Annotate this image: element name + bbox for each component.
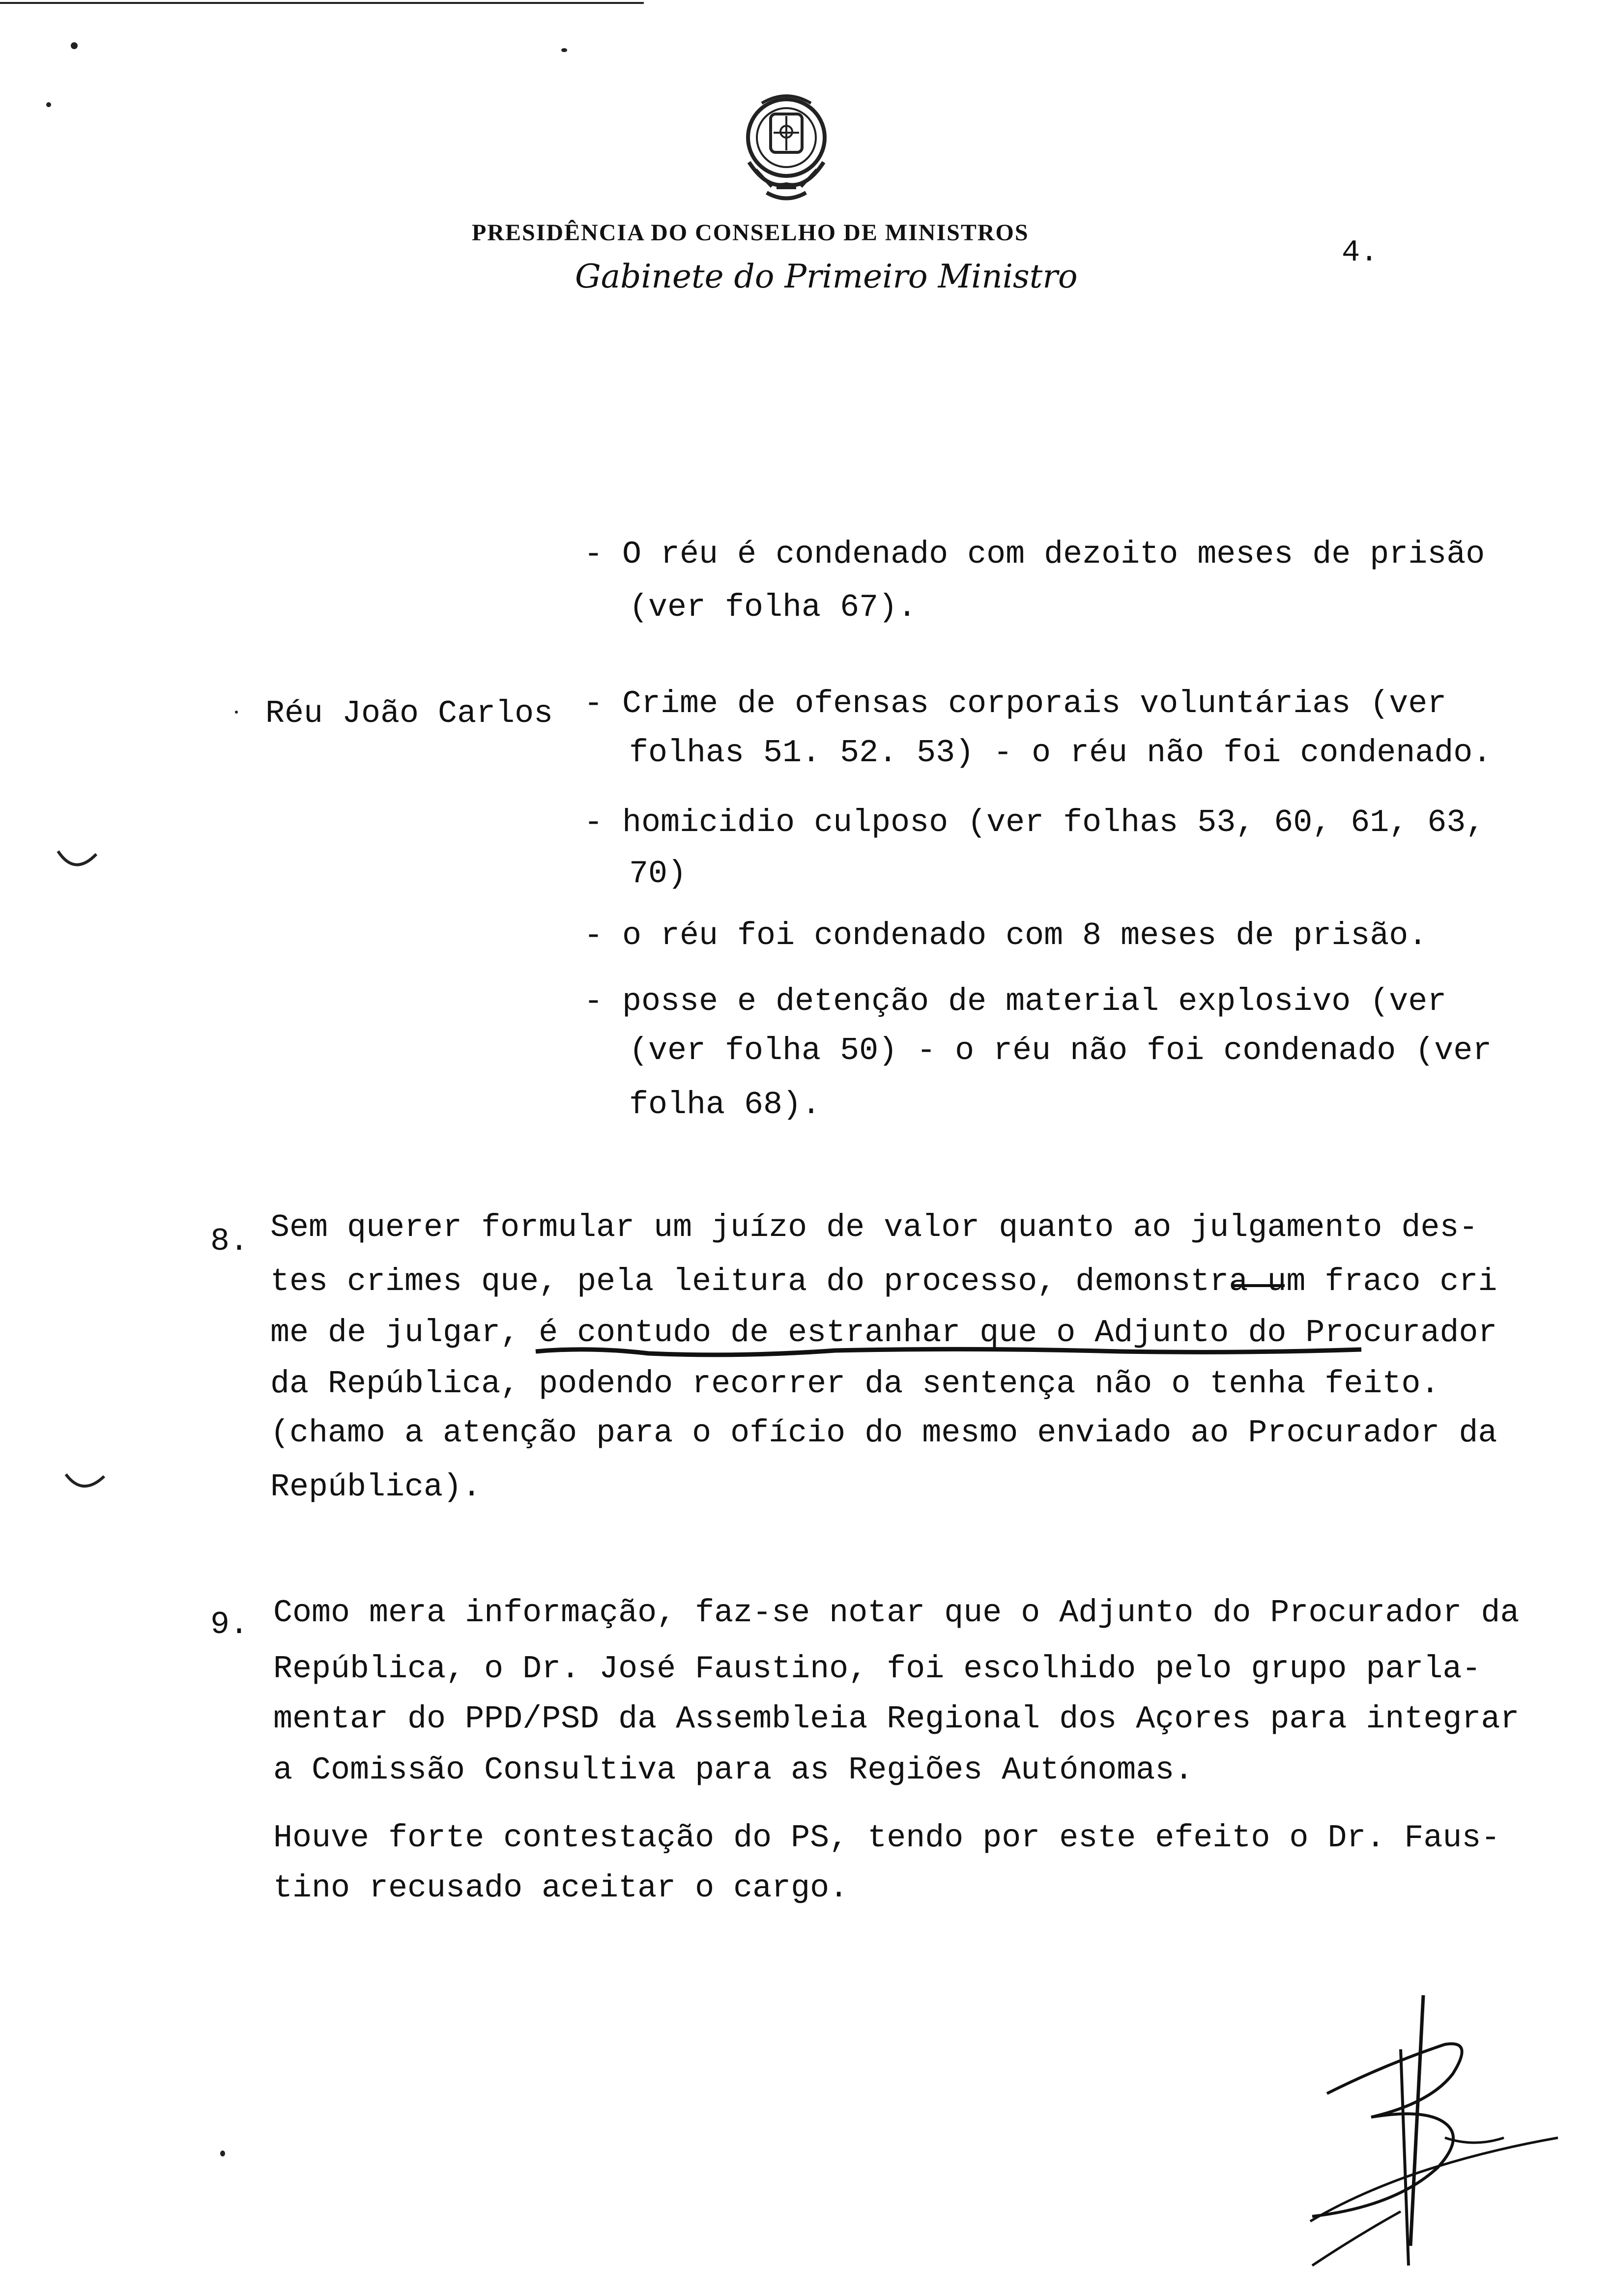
margin-check-mark (63, 1469, 107, 1499)
paragraph-line: Como mera informação, faz-se notar que o Adjunto do Procurador da (273, 1595, 1520, 1631)
paragraph-line: mentar do PPD/PSD da Assembleia Regional dos Açores para integrar (273, 1701, 1520, 1737)
paragraph-line: a Comissão Consultiva para as Regiões Autónomas. (273, 1752, 1194, 1788)
paragraph-number: 8. (210, 1223, 249, 1260)
charge-line: - homicidio culposo (ver folhas 53, 60, 61, 63, (584, 804, 1485, 841)
signature-icon (1297, 1990, 1573, 2285)
paragraph-line: tes crimes que, pela leitura do processo, demonstra um fraco cri (270, 1263, 1497, 1300)
charge-line: (ver folha 50) - o réu não foi condenado (ver (629, 1033, 1492, 1069)
paragraph-line: tino recusado aceitar o cargo. (273, 1870, 849, 1906)
charge-line: - Crime de ofensas corporais voluntárias (ver (584, 686, 1447, 722)
paragraph-number: 9. (210, 1607, 249, 1643)
scan-speck (235, 711, 238, 714)
charge-line: folha 68). (629, 1087, 821, 1123)
charge-line: 70) (629, 856, 687, 892)
body-line: - O réu é condenado com dezoito meses de prisão (584, 536, 1485, 573)
paragraph-line: Sem querer formular um juízo de valor quanto ao julgamento des- (270, 1209, 1478, 1246)
defendant-label: Réu João Carlos (265, 695, 553, 732)
paragraph-line: República). (270, 1469, 482, 1505)
scan-speck (561, 48, 567, 52)
scan-speck (71, 42, 78, 49)
paragraph-line: Houve forte contestação do PS, tendo por este efeito o Dr. Faus- (273, 1820, 1500, 1856)
charge-line: - o réu foi condenado com 8 meses de prisão. (584, 918, 1428, 954)
charge-line: folhas 51. 52. 53) - o réu não foi condenado. (629, 735, 1492, 771)
cabinet-subheading: Gabinete do Primeiro Ministro (575, 258, 1078, 295)
body-line: (ver folha 67). (629, 589, 917, 626)
organization-heading: PRESIDÊNCIA DO CONSELHO DE MINISTROS (472, 220, 1029, 246)
handwritten-underline (531, 1340, 1366, 1364)
charge-line: - posse e detenção de material explosivo (ver (584, 983, 1447, 1020)
paragraph-line: me de julgar, é contudo de estranhar que o Adjunto do Procurador (270, 1315, 1497, 1351)
paragraph-line: da República, podendo recorrer da sentença não o tenha feito. (270, 1366, 1440, 1402)
paragraph-line: (chamo a atenção para o ofício do mesmo enviado ao Procurador da (270, 1415, 1497, 1451)
margin-check-mark (55, 847, 99, 877)
paragraph-line: República, o Dr. José Faustino, foi escolhido pelo grupo parla- (273, 1651, 1481, 1687)
scan-speck (220, 2151, 225, 2156)
scan-speck (46, 102, 51, 107)
scan-edge-line (0, 2, 644, 4)
handwritten-underline (1229, 1281, 1288, 1291)
page-number: 4. (1342, 235, 1379, 270)
coat-of-arms-icon (732, 84, 840, 206)
